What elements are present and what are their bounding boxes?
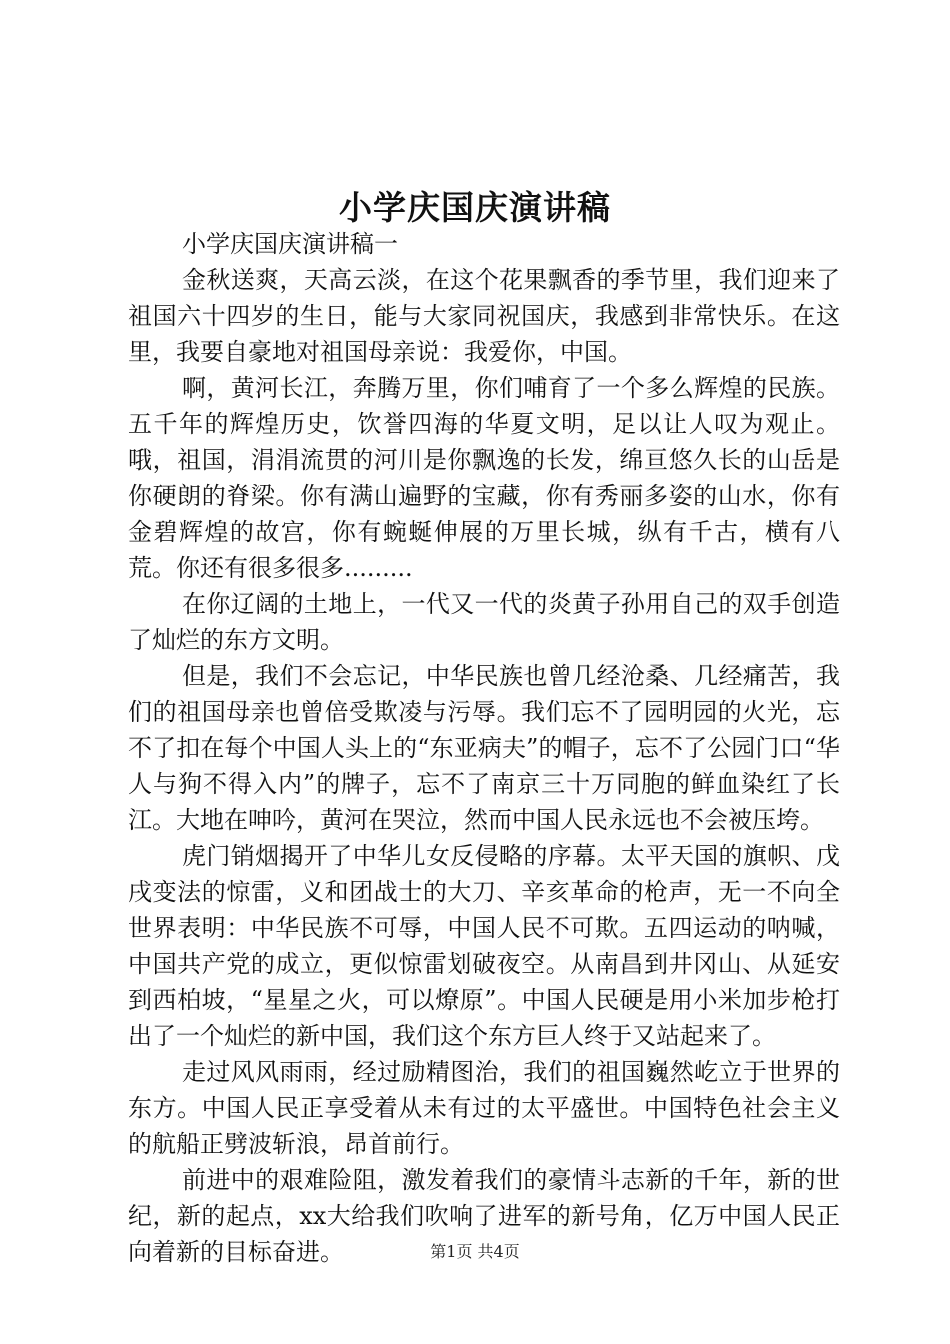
paragraph: 啊，黄河长江，奔腾万里，你们哺育了一个多么辉煌的民族。五千年的辉煌历史，饮誉四海的华夏文明，足以让人叹为观止。哦，祖国，涓涓流贯的河川是你飘逸的长发，绵亘悠久长的山岳是你硬朗的脊梁。你有满山遍野的宝藏，你有秀丽多姿的山水，你有金碧辉煌的故宫，你有蜿蜒伸展的万里长城，纵有千古，横有八荒。你还有很多很多......... bbox=[128, 374, 840, 582]
document-title: 小学庆国庆演讲稿 bbox=[339, 188, 611, 227]
paragraph: 金秋送爽，天高云淡，在这个花果飘香的季节里，我们迎来了祖国六十四岁的生日，能与大家同祝国庆，我感到非常快乐。在这里，我要自豪地对祖国母亲说：我爱你，中国。 bbox=[128, 266, 840, 366]
paragraph: 但是，我们不会忘记，中华民族也曾几经沧桑、几经痛苦，我们的祖国母亲也曾倍受欺凌与污辱。我们忘不了园明园的火光，忘不了扣在每个中国人头上的“东亚病夫”的帽子，忘不了公园门口“华人与狗不得入内”的牌子，忘不了南京三十万同胞的鲜血染红了长江。大地在呻吟，黄河在哭泣，然而中国人民永远也不会被压垮。 bbox=[128, 662, 840, 834]
paragraph: 在你辽阔的土地上，一代又一代的炎黄子孙用自己的双手创造了灿烂的东方文明。 bbox=[128, 590, 840, 654]
document-body bbox=[128, 226, 840, 1270]
paragraph: 前进中的艰难险阻，激发着我们的豪情斗志新的千年，新的世纪，新的起点，xx大给我们吹响了进军的新号角，亿万中国人民正向着新的目标奋进。 bbox=[128, 1166, 840, 1266]
paragraph-subtitle: 小学庆国庆演讲稿一 bbox=[182, 230, 398, 258]
page-number: 第1页 共4页 bbox=[430, 1242, 520, 1261]
paragraph: 虎门销烟揭开了中华儿女反侵略的序幕。太平天国的旗帜、戊戌变法的惊雷，义和团战士的大刀、辛亥革命的枪声，无一不向全世界表明：中华民族不可辱，中国人民不可欺。五四运动的呐喊，中国共产党的成立，更似惊雷划破夜空。从南昌到井冈山、从延安到西柏坡，“星星之火，可以燎原”。中国人民硬是用小米加步枪打出了一个灿烂的新中国，我们这个东方巨人终于又站起来了。 bbox=[128, 842, 840, 1050]
paragraph: 走过风风雨雨，经过励精图治，我们的祖国巍然屹立于世界的东方。中国人民正享受着从未有过的太平盛世。中国特色社会主义的航船正劈波斩浪，昂首前行。 bbox=[128, 1058, 840, 1158]
